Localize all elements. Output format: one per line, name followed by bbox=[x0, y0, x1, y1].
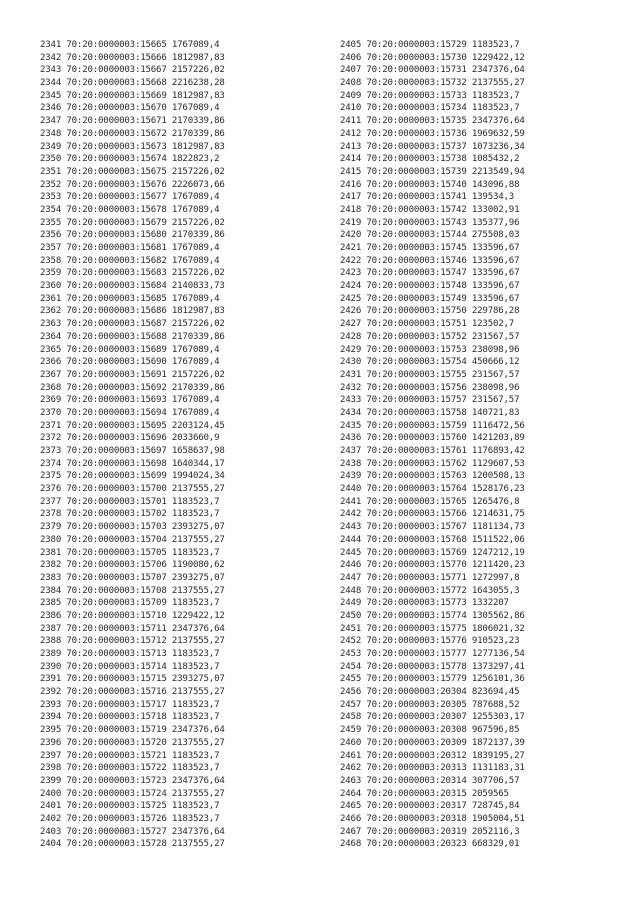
record-line: 2462 70:20:0000003:20313 1131183,31 bbox=[340, 763, 525, 774]
record-line: 2349 70:20:0000003:15673 1812987,83 bbox=[40, 141, 225, 152]
record-line: 2446 70:20:0000003:15770 1211420,23 bbox=[340, 560, 525, 571]
record-line: 2402 70:20:0000003:15726 1183523,7 bbox=[40, 813, 220, 824]
record-line: 2370 70:20:0000003:15694 1767089,4 bbox=[40, 407, 220, 418]
record-line: 2444 70:20:0000003:15768 1511522,06 bbox=[340, 534, 525, 545]
record-line: 2404 70:20:0000003:15728 2137555,27 bbox=[40, 839, 225, 850]
record-line: 2443 70:20:0000003:15767 1181134,73 bbox=[340, 522, 525, 533]
record-line: 2359 70:20:0000003:15683 2157226,02 bbox=[40, 268, 225, 279]
record-line: 2425 70:20:0000003:15749 133596,67 bbox=[340, 293, 520, 304]
record-line: 2422 70:20:0000003:15746 133596,67 bbox=[340, 255, 520, 266]
record-line: 2407 70:20:0000003:15731 2347376,64 bbox=[340, 65, 525, 76]
record-line: 2454 70:20:0000003:15778 1373297,41 bbox=[340, 661, 525, 672]
record-line: 2369 70:20:0000003:15693 1767089,4 bbox=[40, 395, 220, 406]
record-line: 2380 70:20:0000003:15704 2137555,27 bbox=[40, 534, 225, 545]
record-line: 2450 70:20:0000003:15774 1305562,86 bbox=[340, 610, 525, 621]
record-line: 2365 70:20:0000003:15689 1767089,4 bbox=[40, 344, 220, 355]
record-line: 2455 70:20:0000003:15779 1256101,36 bbox=[340, 674, 525, 685]
record-line: 2452 70:20:0000003:15776 910523,23 bbox=[340, 636, 520, 647]
record-line: 2391 70:20:0000003:15715 2393275,07 bbox=[40, 674, 225, 685]
record-line: 2434 70:20:0000003:15758 140721,83 bbox=[340, 407, 520, 418]
record-line: 2403 70:20:0000003:15727 2347376,64 bbox=[40, 826, 225, 837]
record-line: 2350 70:20:0000003:15674 1822823,2 bbox=[40, 154, 220, 165]
record-line: 2445 70:20:0000003:15769 1247212,19 bbox=[340, 547, 525, 558]
record-line: 2440 70:20:0000003:15764 1528176,23 bbox=[340, 484, 525, 495]
record-line: 2348 70:20:0000003:15672 2170339,86 bbox=[40, 128, 225, 139]
record-line: 2343 70:20:0000003:15667 2157226,02 bbox=[40, 65, 225, 76]
record-line: 2468 70:20:0000003:20323 668329,01 bbox=[340, 839, 520, 850]
record-line: 2367 70:20:0000003:15691 2157226,02 bbox=[40, 369, 225, 380]
record-line: 2426 70:20:0000003:15750 229786,28 bbox=[340, 306, 520, 317]
record-line: 2457 70:20:0000003:20305 787688,52 bbox=[340, 699, 520, 710]
record-line: 2429 70:20:0000003:15753 238098,96 bbox=[340, 344, 520, 355]
record-line: 2371 70:20:0000003:15695 2203124,45 bbox=[40, 420, 225, 431]
record-line: 2364 70:20:0000003:15688 2170339,86 bbox=[40, 331, 225, 342]
record-line: 2374 70:20:0000003:15698 1640344,17 bbox=[40, 458, 225, 469]
record-line: 2386 70:20:0000003:15710 1229422,12 bbox=[40, 610, 225, 621]
record-line: 2460 70:20:0000003:20309 1872137,39 bbox=[340, 737, 525, 748]
record-line: 2400 70:20:0000003:15724 2137555,27 bbox=[40, 788, 225, 799]
record-line: 2408 70:20:0000003:15732 2137555,27 bbox=[340, 78, 525, 89]
record-line: 2406 70:20:0000003:15730 1229422,12 bbox=[340, 52, 525, 63]
record-line: 2432 70:20:0000003:15756 238098,96 bbox=[340, 382, 520, 393]
record-line: 2357 70:20:0000003:15681 1767089,4 bbox=[40, 243, 220, 253]
record-line: 2397 70:20:0000003:15721 1183523,7 bbox=[40, 750, 220, 761]
record-line: 2419 70:20:0000003:15743 135377,96 bbox=[340, 217, 520, 228]
record-line: 2456 70:20:0000003:20304 823694,45 bbox=[340, 687, 520, 698]
record-line: 2389 70:20:0000003:15713 1183523,7 bbox=[40, 649, 220, 659]
record-line: 2360 70:20:0000003:15684 2140833,73 bbox=[40, 281, 225, 292]
record-line: 2388 70:20:0000003:15712 2137555,27 bbox=[40, 636, 225, 647]
record-line: 2421 70:20:0000003:15745 133596,67 bbox=[340, 243, 520, 253]
record-line: 2378 70:20:0000003:15702 1183523,7 bbox=[40, 509, 220, 520]
record-line: 2413 70:20:0000003:15737 1073236,34 bbox=[340, 141, 525, 152]
record-line: 2399 70:20:0000003:15723 2347376,64 bbox=[40, 775, 225, 786]
record-line: 2347 70:20:0000003:15671 2170339,86 bbox=[40, 116, 225, 127]
record-line: 2354 70:20:0000003:15678 1767089,4 bbox=[40, 204, 220, 215]
record-line: 2352 70:20:0000003:15676 2226073,66 bbox=[40, 179, 225, 190]
record-line: 2412 70:20:0000003:15736 1969632,59 bbox=[340, 128, 525, 139]
left-column bbox=[40, 39, 225, 851]
record-line: 2447 70:20:0000003:15771 1272997,8 bbox=[340, 572, 520, 583]
record-line: 2361 70:20:0000003:15685 1767089,4 bbox=[40, 293, 220, 304]
record-line: 2442 70:20:0000003:15766 1214631,75 bbox=[340, 509, 525, 520]
record-line: 2363 70:20:0000003:15687 2157226,02 bbox=[40, 319, 225, 330]
record-line: 2353 70:20:0000003:15677 1767089,4 bbox=[40, 192, 220, 203]
record-line: 2342 70:20:0000003:15666 1812987,83 bbox=[40, 52, 225, 63]
record-line: 2436 70:20:0000003:15760 1421203,89 bbox=[340, 433, 525, 444]
record-line: 2463 70:20:0000003:20314 307706,57 bbox=[340, 775, 520, 786]
record-line: 2390 70:20:0000003:15714 1183523,7 bbox=[40, 661, 220, 672]
record-line: 2435 70:20:0000003:15759 1116472,56 bbox=[340, 420, 525, 431]
record-line: 2366 70:20:0000003:15690 1767089,4 bbox=[40, 357, 220, 368]
record-line: 2356 70:20:0000003:15680 2170339,86 bbox=[40, 230, 225, 241]
right-column bbox=[340, 39, 525, 851]
record-line: 2437 70:20:0000003:15761 1176893,42 bbox=[340, 446, 525, 456]
record-line: 2344 70:20:0000003:15668 2216238,28 bbox=[40, 78, 225, 89]
record-line: 2464 70:20:0000003:20315 2059565 bbox=[340, 788, 509, 799]
record-line: 2376 70:20:0000003:15700 2137555,27 bbox=[40, 484, 225, 495]
record-line: 2441 70:20:0000003:15765 1265476,8 bbox=[340, 496, 520, 507]
record-line: 2396 70:20:0000003:15720 2137555,27 bbox=[40, 737, 225, 748]
record-line: 2427 70:20:0000003:15751 123502,7 bbox=[340, 319, 515, 330]
record-line: 2394 70:20:0000003:15718 1183523,7 bbox=[40, 712, 220, 723]
record-line: 2401 70:20:0000003:15725 1183523,7 bbox=[40, 801, 220, 812]
record-line: 2381 70:20:0000003:15705 1183523,7 bbox=[40, 547, 220, 558]
record-line: 2398 70:20:0000003:15722 1183523,7 bbox=[40, 763, 220, 774]
record-line: 2465 70:20:0000003:20317 728745,84 bbox=[340, 801, 520, 812]
record-line: 2355 70:20:0000003:15679 2157226,02 bbox=[40, 217, 225, 228]
record-line: 2409 70:20:0000003:15733 1183523,7 bbox=[340, 90, 520, 101]
record-line: 2459 70:20:0000003:20308 967596,85 bbox=[340, 725, 520, 736]
record-line: 2377 70:20:0000003:15701 1183523,7 bbox=[40, 496, 220, 507]
record-line: 2438 70:20:0000003:15762 1129607,53 bbox=[340, 458, 525, 469]
record-line: 2384 70:20:0000003:15708 2137555,27 bbox=[40, 585, 225, 596]
record-line: 2414 70:20:0000003:15738 1085432,2 bbox=[340, 154, 520, 165]
record-line: 2410 70:20:0000003:15734 1183523,7 bbox=[340, 103, 520, 114]
record-line: 2461 70:20:0000003:20312 1839195,27 bbox=[340, 750, 525, 761]
record-line: 2405 70:20:0000003:15729 1183523,7 bbox=[340, 40, 520, 50]
record-line: 2420 70:20:0000003:15744 275508,03 bbox=[340, 230, 520, 241]
record-line: 2439 70:20:0000003:15763 1200508,13 bbox=[340, 471, 525, 482]
record-line: 2393 70:20:0000003:15717 1183523,7 bbox=[40, 699, 220, 710]
record-line: 2362 70:20:0000003:15686 1812987,83 bbox=[40, 306, 225, 317]
record-line: 2341 70:20:0000003:15665 1767089,4 bbox=[40, 40, 220, 50]
record-line: 2449 70:20:0000003:15773 1332207 bbox=[340, 598, 509, 609]
record-line: 2358 70:20:0000003:15682 1767089,4 bbox=[40, 255, 220, 266]
record-line: 2395 70:20:0000003:15719 2347376,64 bbox=[40, 725, 225, 736]
record-line: 2387 70:20:0000003:15711 2347376,64 bbox=[40, 623, 225, 634]
record-line: 2467 70:20:0000003:20319 2052116,3 bbox=[340, 826, 520, 837]
record-line: 2345 70:20:0000003:15669 1812987,83 bbox=[40, 90, 225, 101]
record-line: 2417 70:20:0000003:15741 139534,3 bbox=[340, 192, 515, 203]
record-line: 2431 70:20:0000003:15755 231567,57 bbox=[340, 369, 520, 380]
record-line: 2415 70:20:0000003:15739 2213549,94 bbox=[340, 166, 525, 177]
record-line: 2385 70:20:0000003:15709 1183523,7 bbox=[40, 598, 220, 609]
record-line: 2466 70:20:0000003:20318 1905004,51 bbox=[340, 813, 525, 824]
record-line: 2392 70:20:0000003:15716 2137555,27 bbox=[40, 687, 225, 698]
record-line: 2423 70:20:0000003:15747 133596,67 bbox=[340, 268, 520, 279]
record-line: 2379 70:20:0000003:15703 2393275,07 bbox=[40, 522, 225, 533]
record-line: 2430 70:20:0000003:15754 450666,12 bbox=[340, 357, 520, 368]
record-line: 2351 70:20:0000003:15675 2157226,02 bbox=[40, 166, 225, 177]
record-line: 2411 70:20:0000003:15735 2347376,64 bbox=[340, 116, 525, 127]
record-line: 2448 70:20:0000003:15772 1643055,3 bbox=[340, 585, 520, 596]
record-line: 2424 70:20:0000003:15748 133596,67 bbox=[340, 281, 520, 292]
record-line: 2383 70:20:0000003:15707 2393275,07 bbox=[40, 572, 225, 583]
record-line: 2458 70:20:0000003:20307 1255303,17 bbox=[340, 712, 525, 723]
record-line: 2453 70:20:0000003:15777 1277136,54 bbox=[340, 649, 525, 659]
record-line: 2416 70:20:0000003:15740 143096,88 bbox=[340, 179, 520, 190]
record-line: 2428 70:20:0000003:15752 231567,57 bbox=[340, 331, 520, 342]
record-line: 2451 70:20:0000003:15775 1806021,32 bbox=[340, 623, 525, 634]
record-line: 2433 70:20:0000003:15757 231567,57 bbox=[340, 395, 520, 406]
record-line: 2368 70:20:0000003:15692 2170339,86 bbox=[40, 382, 225, 393]
record-line: 2418 70:20:0000003:15742 133002,91 bbox=[340, 204, 520, 215]
record-line: 2372 70:20:0000003:15696 2033660,9 bbox=[40, 433, 220, 444]
record-line: 2373 70:20:0000003:15697 1658637,98 bbox=[40, 446, 225, 456]
record-line: 2382 70:20:0000003:15706 1190080,62 bbox=[40, 560, 225, 571]
record-line: 2375 70:20:0000003:15699 1994024,34 bbox=[40, 471, 225, 482]
record-line: 2346 70:20:0000003:15670 1767089,4 bbox=[40, 103, 220, 114]
